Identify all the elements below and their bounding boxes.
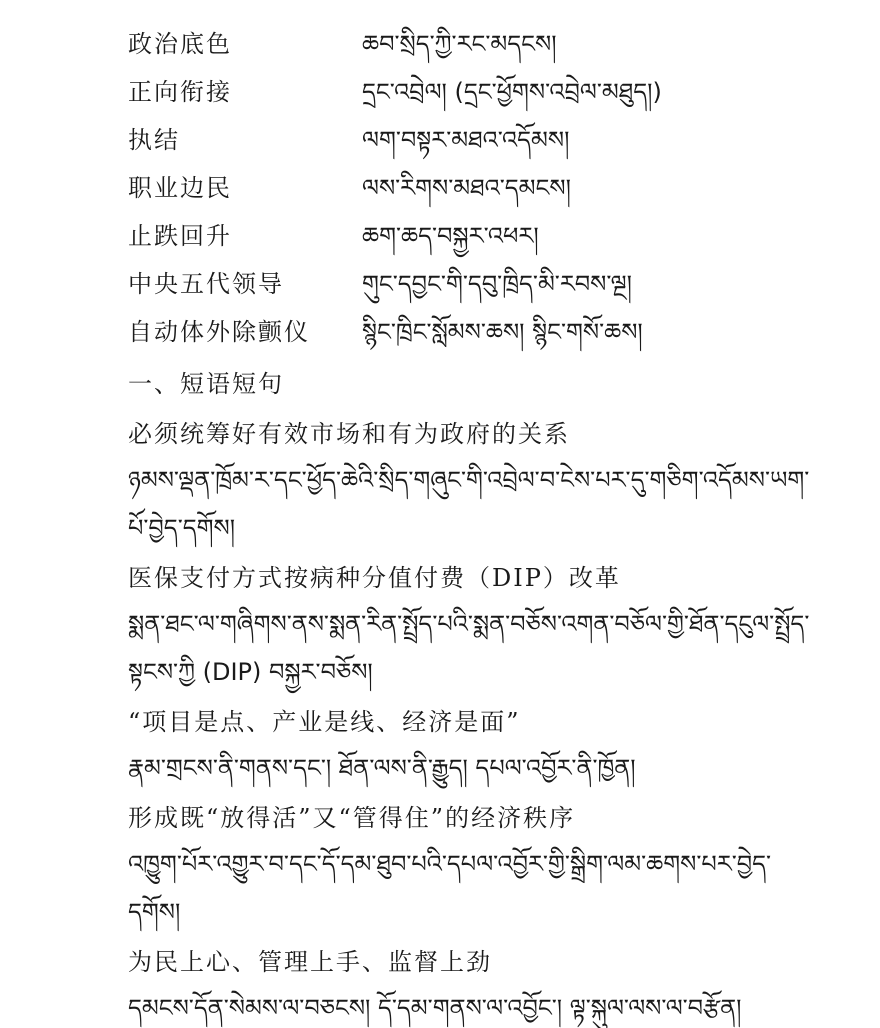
phrase-zh: 形成既“放得活”又“管得住”的经济秩序	[128, 804, 576, 832]
term-zh: 自动体外除颤仪	[128, 318, 310, 346]
term-bo: ཆབ་སྲིད་ཀྱི་རང་མདངས།	[362, 30, 557, 58]
term-zh: 止跌回升	[128, 222, 232, 250]
phrase-bo-line: པོ་བྱེད་དགོས།	[128, 514, 236, 542]
term-zh: 正向衔接	[128, 78, 232, 106]
phrase-bo-line: དགོས།	[128, 898, 181, 926]
term-zh: 执结	[128, 126, 180, 154]
phrase-bo-line: ཉམས་ལྡན་ཁྲོམ་ར་དང་ཕྱོད་ཆེའི་སྲིད་གཞུང་གི་འབྲེལ་བ་ངེས་པར་དུ་གཅིག་འདོམས་ཡག་	[128, 466, 810, 494]
phrase-bo-line: སྨན་ཐང་ལ་གཞིགས་ནས་སྨན་རིན་སྤྲོད་པའི་སྨན་བཅོས་འགན་བཅོལ་གྱི་ཐོན་དངུལ་སྤྲོད་	[128, 610, 810, 638]
phrase-bo-line: སྟངས་ཀྱི (DIP) བསྐྱར་བཅོས།	[128, 658, 373, 686]
term-bo: ལག་བསྟར་མཐའ་འདོམས།	[362, 126, 570, 154]
term-zh: 中央五代领导	[128, 270, 284, 298]
phrase-zh: 医保支付方式按病种分值付费（DIP）改革	[128, 564, 621, 592]
term-bo: ལས་རིགས་མཐའ་དམངས།	[362, 174, 571, 202]
term-zh: 职业边民	[128, 174, 232, 202]
term-bo: གུང་དབྱང་གི་དབུ་ཁྲིད་མི་རབས་ལྔ།	[362, 270, 632, 298]
phrase-bo-line: དམངས་དོན་སེམས་ལ་བཅངས། དོ་དམ་གནས་ལ་འབྱོང་། ལྟ་སྐུལ་ལས་ལ་བརྩོན།	[128, 994, 742, 1022]
phrase-bo-line: འཁྱུག་པོར་འགྱུར་བ་དང་དོ་དམ་ཐུབ་པའི་དཔལ་འབྱོར་གྱི་སྒྲིག་ལམ་ཆགས་པར་བྱེད་	[128, 850, 772, 878]
term-zh: 政治底色	[128, 30, 232, 58]
phrase-zh: 为民上心、管理上手、监督上劲	[128, 948, 492, 976]
term-bo: དྲང་འབྲེལ། (དྲང་ཕྱོགས་འབྲེལ་མཐུད།)	[362, 78, 662, 106]
term-bo: སྙིང་ཁྲིང་སློམས་ཆས། སྙིང་གསོ་ཆས།	[362, 318, 643, 346]
phrase-zh: “项目是点、产业是线、经济是面”	[128, 708, 521, 736]
term-bo: ཆག་ཆད་བསྐྱར་འཕར།	[362, 222, 539, 250]
phrase-zh: 必须统筹好有效市场和有为政府的关系	[128, 420, 570, 448]
phrase-bo-line: རྣམ་གྲངས་ནི་གནས་དང་། ཐོན་ལས་ནི་རྒྱུད། དཔལ་འབྱོར་ནི་ཁྱོན།	[128, 754, 636, 782]
section-heading: 一、短语短句	[128, 370, 284, 398]
